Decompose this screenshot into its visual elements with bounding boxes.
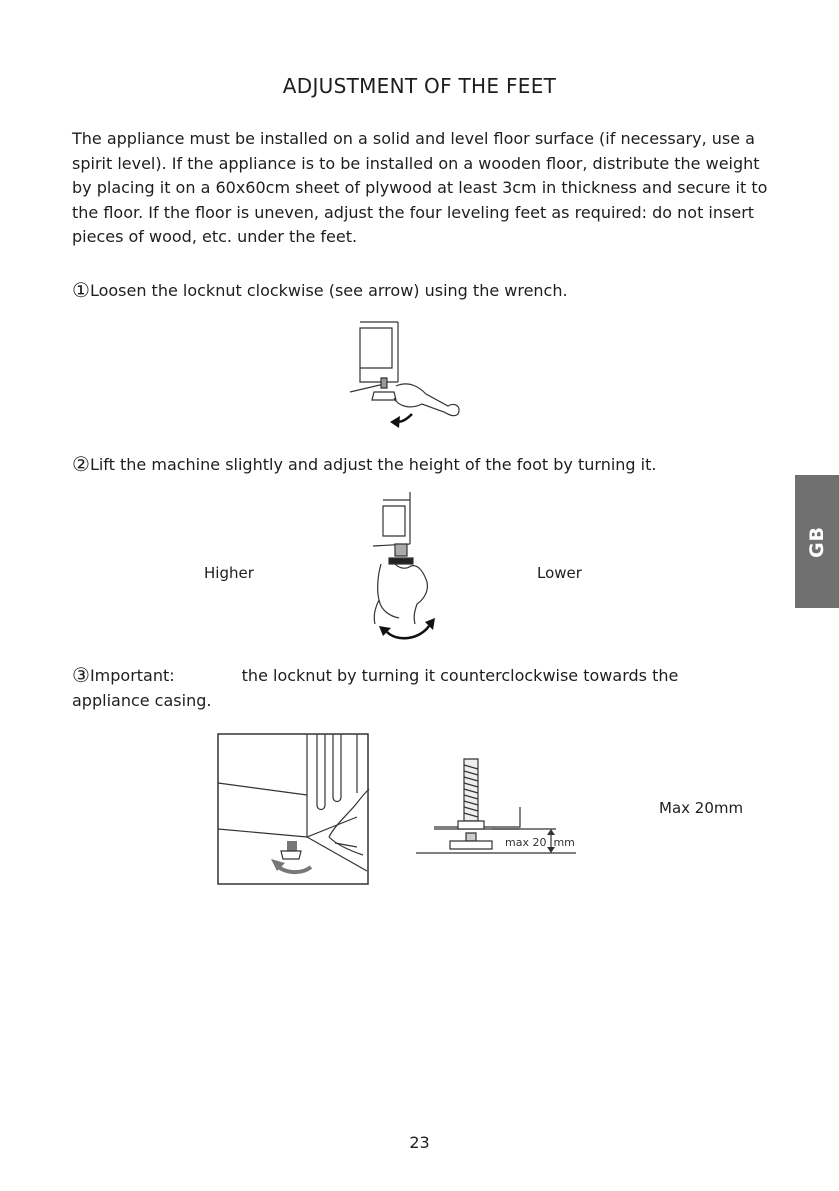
- step-3-text: the locknut by turning it counterclockwise towards the: [241, 666, 679, 685]
- step-1: [72, 279, 568, 304]
- step-3-number: ③: [72, 663, 90, 687]
- max-20mm-label: Max 20mm: [659, 799, 744, 817]
- hand-turning-foot-illustration: [365, 492, 445, 647]
- foot-dimension-diagram: [416, 755, 586, 860]
- step-3-important: Important:: [89, 666, 175, 685]
- language-tab-label: GB: [806, 525, 828, 558]
- step-1-number: ①: [72, 278, 90, 302]
- language-tab: [795, 475, 839, 608]
- page-number: 23: [409, 1133, 430, 1152]
- lower-label: Lower: [537, 564, 582, 582]
- step-2-number: ②: [72, 452, 90, 476]
- rotation-arrow-icon: [387, 626, 429, 638]
- page-title: ADJUSTMENT OF THE FEET: [282, 74, 557, 98]
- appliance-corner-illustration: [217, 733, 369, 885]
- step-2: [72, 453, 656, 478]
- wrench-illustration: [340, 318, 470, 438]
- step-3: [72, 664, 678, 713]
- step-1-text: Loosen the locknut clockwise (see arrow) using the wrench.: [89, 281, 568, 300]
- max-dimension-label: max 20 mm: [505, 836, 575, 849]
- higher-label: Higher: [204, 564, 254, 582]
- step-2-text: Lift the machine slightly and adjust the height of the foot by turning it.: [89, 455, 657, 474]
- step-3-text-continued: appliance casing.: [72, 690, 212, 710]
- intro-paragraph: The appliance must be installed on a solid and level floor surface (if necessary, use a spirit level). If the appliance is to be installed on a wooden floor, distribute the weight by placing it on a 60x60cm sheet of plywood at least 3cm in thickness and secure it to the floor. If the floor is uneven, adjust the four leveling feet as required: do not insert pieces of wood, etc. under the feet.: [72, 129, 768, 247]
